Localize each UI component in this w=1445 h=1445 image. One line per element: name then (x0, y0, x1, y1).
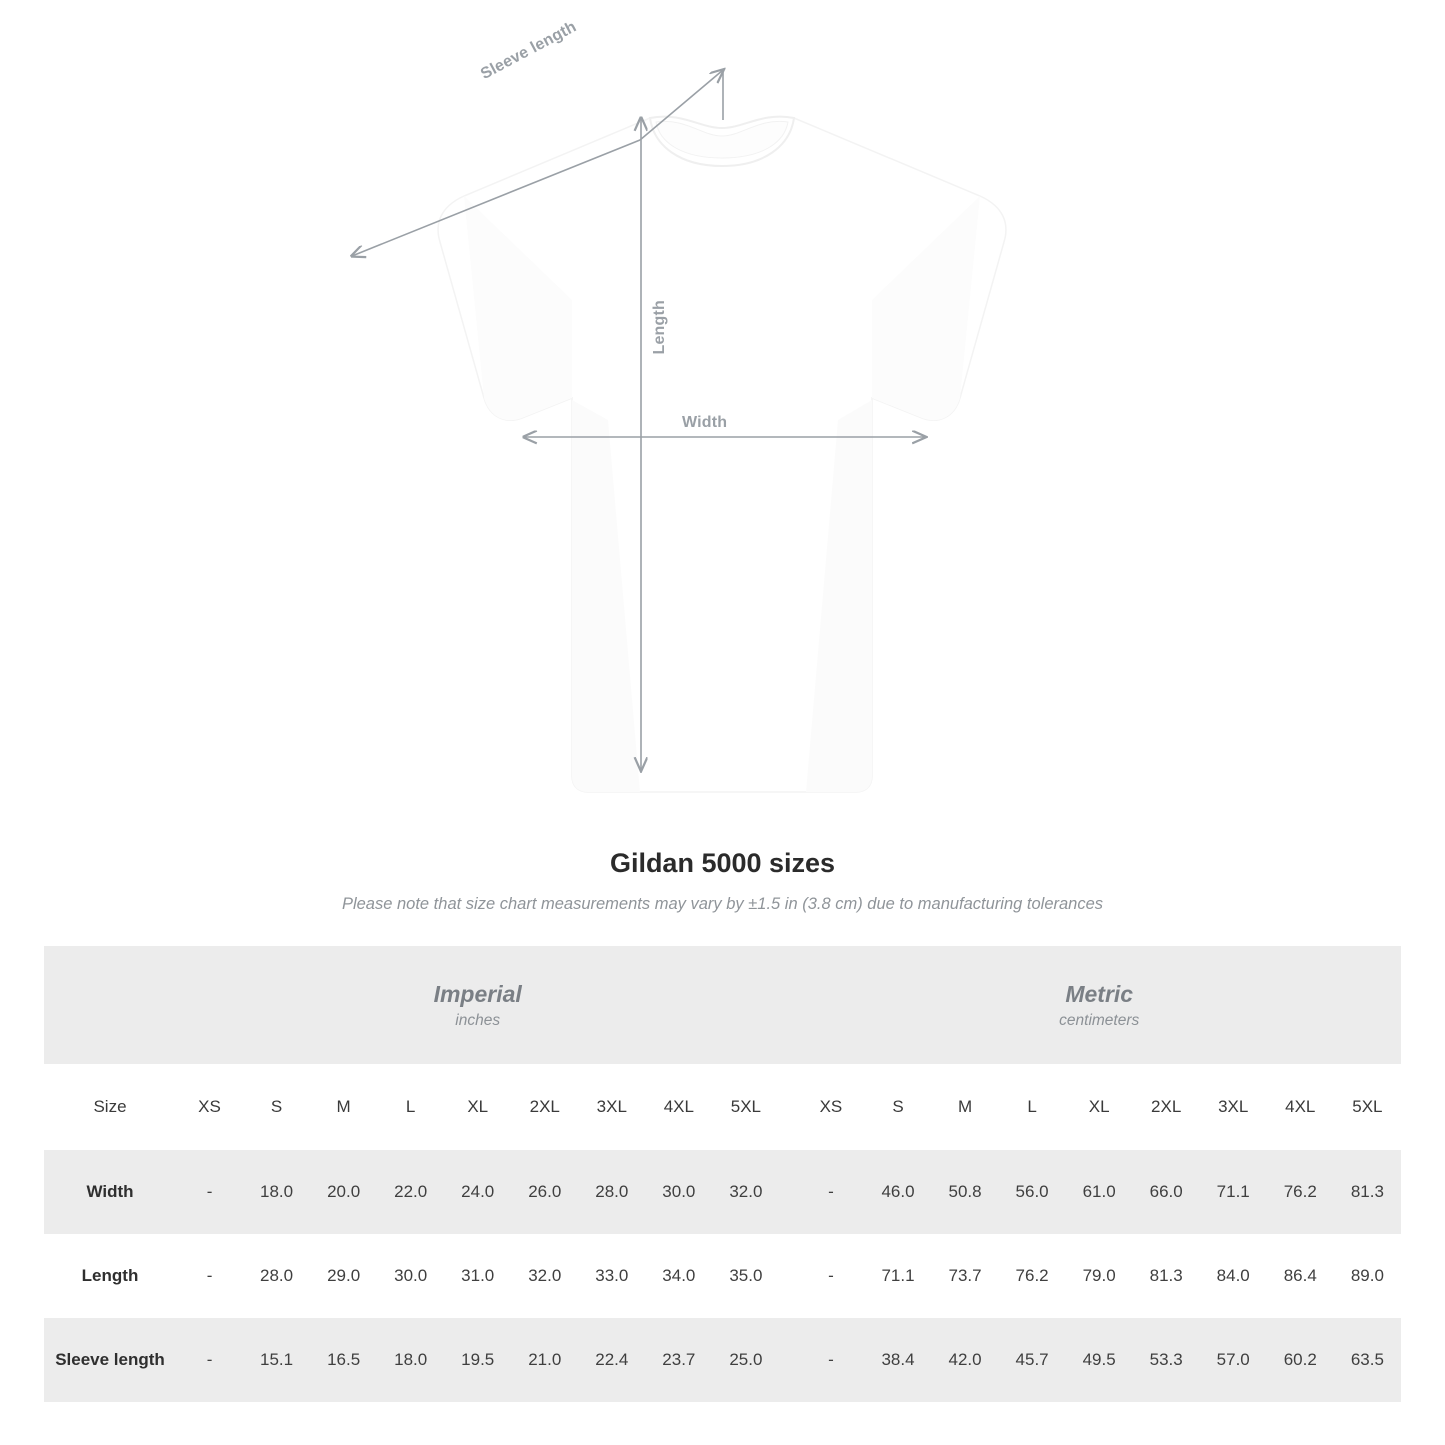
sleeve-metric-4: 49.5 (1066, 1318, 1133, 1402)
width-imperial-2: 20.0 (310, 1150, 377, 1234)
width-metric-3: 56.0 (999, 1150, 1066, 1234)
size-header-imperial-8: 5XL (712, 1064, 779, 1150)
length-gap-cell (779, 1234, 797, 1318)
size-header-label: Size (44, 1064, 176, 1150)
sleeve-imperial-5: 21.0 (511, 1318, 578, 1402)
width-imperial-5: 26.0 (511, 1150, 578, 1234)
length-imperial-0: - (176, 1234, 243, 1318)
length-metric-4: 79.0 (1066, 1234, 1133, 1318)
size-header-metric-8: 5XL (1334, 1064, 1401, 1150)
sleeve-metric-8: 63.5 (1334, 1318, 1401, 1402)
width-label: Width (682, 414, 728, 431)
size-table (44, 946, 1401, 1402)
width-imperial-0: - (176, 1150, 243, 1234)
size-header-metric-1: S (864, 1064, 931, 1150)
table-row (44, 1318, 1401, 1402)
width-metric-0: - (797, 1150, 864, 1234)
width-imperial-7: 30.0 (645, 1150, 712, 1234)
sleeve-metric-7: 60.2 (1267, 1318, 1334, 1402)
size-header-imperial-1: S (243, 1064, 310, 1150)
table-row (44, 1234, 1401, 1318)
metric-unit-cell (797, 946, 1401, 1064)
width-metric-2: 50.8 (932, 1150, 999, 1234)
sleeve-metric-3: 45.7 (999, 1318, 1066, 1402)
length-metric-6: 84.0 (1200, 1234, 1267, 1318)
width-metric-6: 71.1 (1200, 1150, 1267, 1234)
size-header-metric-4: XL (1066, 1064, 1133, 1150)
size-header-row (44, 1064, 1401, 1150)
width-imperial-8: 32.0 (712, 1150, 779, 1234)
header-gap-cell (779, 1064, 797, 1150)
row-label-width: Width (44, 1150, 176, 1234)
sleeve-metric-5: 53.3 (1133, 1318, 1200, 1402)
width-imperial-4: 24.0 (444, 1150, 511, 1234)
length-imperial-1: 28.0 (243, 1234, 310, 1318)
length-metric-8: 89.0 (1334, 1234, 1401, 1318)
size-header-metric-3: L (999, 1064, 1066, 1150)
width-metric-8: 81.3 (1334, 1150, 1401, 1234)
sleeve-metric-2: 42.0 (932, 1318, 999, 1402)
length-imperial-6: 33.0 (578, 1234, 645, 1318)
row-label-length: Length (44, 1234, 176, 1318)
width-metric-5: 66.0 (1133, 1150, 1200, 1234)
sleeve-imperial-1: 15.1 (243, 1318, 310, 1402)
sleeve-imperial-2: 16.5 (310, 1318, 377, 1402)
title-block (0, 848, 1445, 914)
length-label: Length (651, 300, 668, 355)
length-metric-3: 76.2 (999, 1234, 1066, 1318)
width-imperial-1: 18.0 (243, 1150, 310, 1234)
width-imperial-3: 22.0 (377, 1150, 444, 1234)
length-metric-1: 71.1 (864, 1234, 931, 1318)
length-imperial-7: 34.0 (645, 1234, 712, 1318)
width-metric-7: 76.2 (1267, 1150, 1334, 1234)
width-imperial-6: 28.0 (578, 1150, 645, 1234)
sleeve-imperial-8: 25.0 (712, 1318, 779, 1402)
metric-unit-sub: centimeters (1059, 1012, 1140, 1030)
size-header-imperial-2: M (310, 1064, 377, 1150)
width-gap-cell (779, 1150, 797, 1234)
size-header-imperial-7: 4XL (645, 1064, 712, 1150)
size-table-wrapper (0, 946, 1445, 1402)
size-header-imperial-6: 3XL (578, 1064, 645, 1150)
width-metric-1: 46.0 (864, 1150, 931, 1234)
size-header-metric-7: 4XL (1267, 1064, 1334, 1150)
sleeve-metric-0: - (797, 1318, 864, 1402)
length-imperial-8: 35.0 (712, 1234, 779, 1318)
width-metric-4: 61.0 (1066, 1150, 1133, 1234)
length-imperial-4: 31.0 (444, 1234, 511, 1318)
sleeve-metric-1: 38.4 (864, 1318, 931, 1402)
size-header-imperial-0: XS (176, 1064, 243, 1150)
length-imperial-2: 29.0 (310, 1234, 377, 1318)
row-label-sleeve-length: Sleeve length (44, 1318, 176, 1402)
metric-unit-name: Metric (1065, 980, 1134, 1007)
size-header-imperial-4: XL (444, 1064, 511, 1150)
sleeve-imperial-3: 18.0 (377, 1318, 444, 1402)
imperial-unit-sub: inches (455, 1012, 501, 1030)
unit-gap-cell (779, 946, 797, 1064)
table-row (44, 1150, 1401, 1234)
sleeve-metric-6: 57.0 (1200, 1318, 1267, 1402)
size-header-metric-6: 3XL (1200, 1064, 1267, 1150)
size-header-imperial-3: L (377, 1064, 444, 1150)
imperial-unit-name: Imperial (433, 980, 522, 1007)
size-header-metric-0: XS (797, 1064, 864, 1150)
length-imperial-5: 32.0 (511, 1234, 578, 1318)
length-metric-7: 86.4 (1267, 1234, 1334, 1318)
tolerance-note: Please note that size chart measurements may vary by ±1.5 in (3.8 cm) due to manufacturing tolerances (341, 895, 1104, 913)
page-title: Gildan 5000 sizes (609, 848, 836, 878)
length-imperial-3: 30.0 (377, 1234, 444, 1318)
size-header-metric-5: 2XL (1133, 1064, 1200, 1150)
size-header-imperial-5: 2XL (511, 1064, 578, 1150)
sleeve-imperial-0: - (176, 1318, 243, 1402)
length-metric-0: - (797, 1234, 864, 1318)
sleeve-length-label: Sleeve length (478, 18, 580, 84)
sleeve-imperial-6: 22.4 (578, 1318, 645, 1402)
sleeve-imperial-4: 19.5 (444, 1318, 511, 1402)
imperial-unit-cell (176, 946, 779, 1064)
sleeve-imperial-7: 23.7 (645, 1318, 712, 1402)
unit-header-row (44, 946, 1401, 1064)
length-metric-5: 81.3 (1133, 1234, 1200, 1318)
size-header-metric-2: M (932, 1064, 999, 1150)
unit-spacer-cell (44, 946, 176, 1064)
sleeve-gap-cell (779, 1318, 797, 1402)
tshirt-shape (438, 117, 1006, 792)
length-metric-2: 73.7 (932, 1234, 999, 1318)
